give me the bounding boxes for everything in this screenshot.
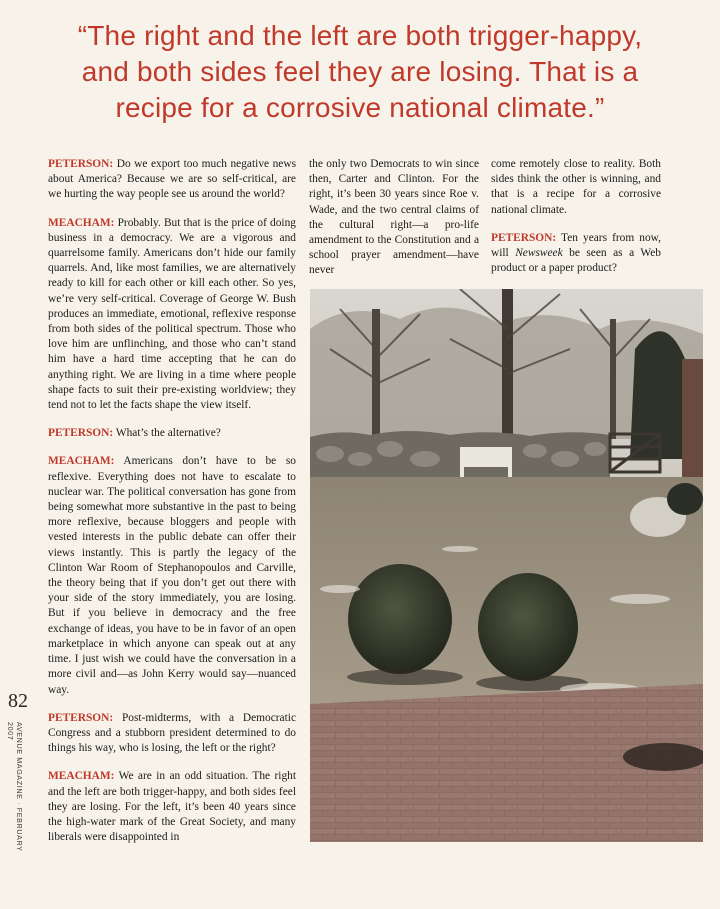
speaker-label: PETERSON: — [48, 158, 114, 170]
speaker-label: PETERSON: — [491, 231, 557, 244]
paragraph-text: Probably. But that is the price of doing business in a democracy. We are a vigorous and quarrelsome family. Americans don’t hide our family quarrels. And, like most families, we are alternatively ready to kill for each other or kill each other. So yes, we’re very self-critical. Coverage of George W. Bush produces an immediate, emotional, reflexive response from both sides of the political spectrum. Those who love him are unflinching, and those who can’t stand him have a hard time accepting that he can do anything right. We are living in a time where people shape facts to suit their pre-existing worldview; they tend not to let the facts shape the view itself. — [48, 216, 296, 412]
interview-paragraph — [48, 454, 296, 697]
paragraph-text: Post-midterms, with a Democratic Congress and a stubborn president determined to do things his way, who is losing, the left or the right? — [48, 711, 296, 755]
paragraph-text: We are in an odd situation. The right and the left are both trigger-happy, and both sides feel they are losing. For the left, it’s been 40 years since the high-water mark of the Great Society, and many liberals were disappointed in — [48, 770, 296, 844]
speaker-label: MEACHAM: — [48, 770, 115, 783]
article-column-3 — [491, 157, 661, 289]
paragraph-text: be seen as a Web product or a paper product? — [491, 247, 661, 275]
interview-paragraph — [48, 711, 296, 757]
speaker-label: MEACHAM: — [48, 455, 115, 468]
interview-paragraph — [48, 769, 296, 845]
running-footer: AVENUE MAGAZINE · FEBRUARY 2007 — [6, 722, 24, 852]
pull-quote-line-3: recipe for a corrosive national climate.” — [115, 92, 605, 123]
paragraph-text: What’s the alternative? — [113, 427, 221, 440]
pull-quote — [40, 18, 680, 126]
interview-paragraph — [48, 216, 296, 414]
page-number: 82 — [8, 690, 28, 712]
interview-paragraph — [48, 426, 296, 441]
pull-quote-line-2: and both sides feel they are losing. That is a — [81, 56, 639, 87]
speaker-label: PETERSON: — [48, 711, 114, 724]
article-column-2 — [309, 157, 479, 292]
interview-paragraph — [48, 157, 296, 203]
paragraph-text: Americans don’t have to be so reflexive. Everything does not have to escalate to nuclear war. The political conversation has gone from being somewhat more substantive in the past to being more reflexive, because bloggers and people with vested interests in the public debate can offer their views instantly. This is partly the legacy of the Clinton War Room of Stephanopoulos and Carville, the theory being that if you don’t get out there with your side of the story immediately, you are losing. But if you believe in democracy and the free exchange of ideas, you have to be in favor of an open marketplace in which anyone can speak out at any time. I just wish we could have the conversation in a more civil and—as John Kerry would say—nuanced way. — [48, 455, 296, 696]
paragraph-text: Ten years from now, will — [491, 231, 661, 260]
speaker-label: PETERSON: — [48, 427, 114, 440]
garden-photo — [310, 289, 703, 842]
pull-quote-line-1: “The right and the left are both trigger-happy, — [77, 20, 643, 51]
paragraph-text: come remotely close to reality. Both sides think the other is winning, and that is a recipe for a corrosive national climate. — [491, 158, 661, 216]
speaker-label: MEACHAM: — [48, 216, 115, 229]
paragraph-text: the only two Democrats to win since then, Carter and Clinton. For the right, it’s been 30 years since Roe v. Wade, and the two central claims of the cultural right—a pro-life amendment to the Constitution and a school prayer amendment—have never — [309, 158, 479, 277]
publication-name: Newsweek — [515, 247, 563, 260]
interview-paragraph — [491, 157, 661, 218]
paragraph-text: Do we export too much negative news about America? Because we are so self-critical, are we hurting the way people see us around the world? — [48, 158, 296, 201]
article-column-1 — [48, 157, 296, 858]
interview-paragraph — [491, 231, 661, 277]
